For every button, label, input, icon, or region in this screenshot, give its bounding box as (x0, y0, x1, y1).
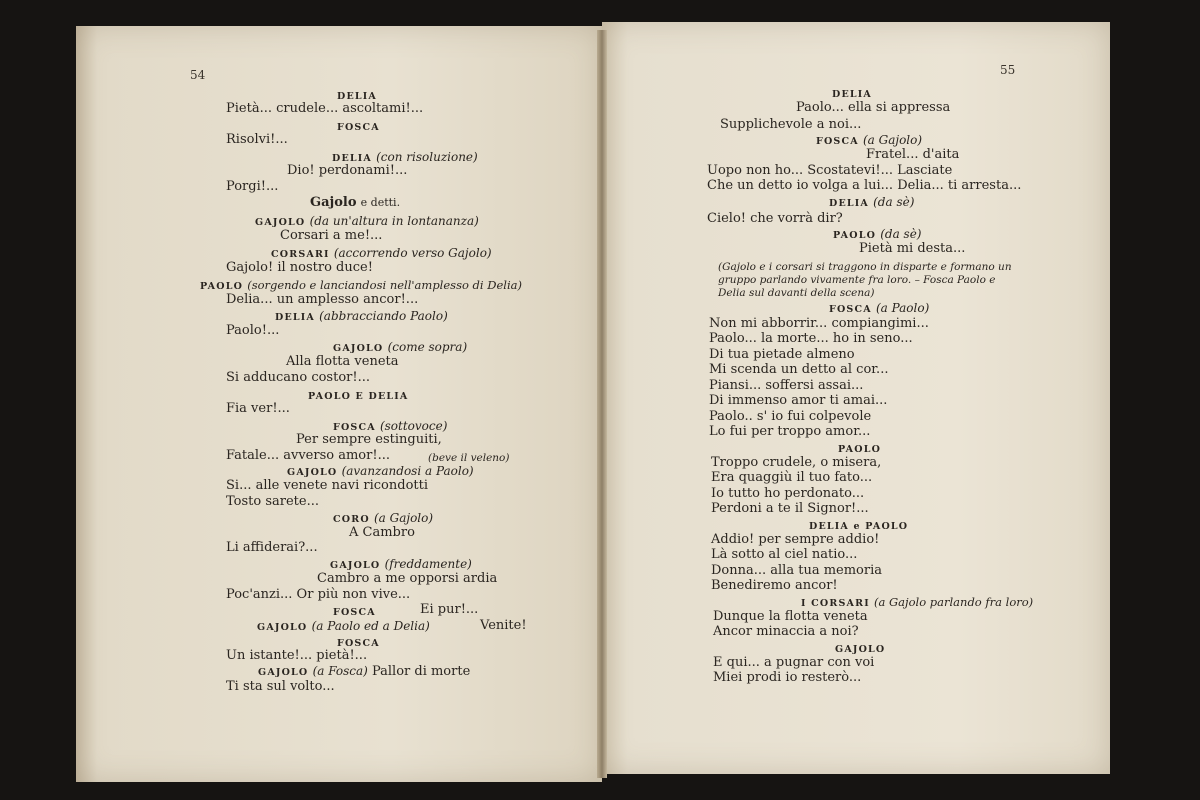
speaker-line: FOSCA (337, 638, 380, 649)
verse-line: Troppo crudele, o misera, (711, 455, 882, 470)
verse-line: Io tutto ho perdonato... (711, 486, 865, 501)
verse-line: Di tua pietade almeno (709, 347, 855, 362)
speaker-line: GAJOLO (a Fosca) Pallor di morte (258, 664, 471, 679)
verse-line: Paolo.. s' io fui colpevole (709, 409, 872, 424)
verse-line: Venite! (480, 618, 527, 633)
speaker-line: GAJOLO (come sopra) (333, 340, 468, 354)
verse-line: Paolo... la morte... ho in seno... (709, 331, 913, 346)
speaker-line: FOSCA (333, 607, 376, 618)
book-spine (597, 30, 607, 778)
verse-line: Paolo!... (226, 323, 280, 338)
verse-line: Cambro a me opporsi ardia (317, 571, 498, 586)
stage-direction: (Gajolo e i corsari si traggono in disparte e formano un (718, 261, 1012, 273)
verse-line: Là sotto al ciel natio... (711, 547, 858, 562)
verse-line: Delia... un amplesso ancor!... (226, 292, 419, 307)
verse-line: Risolvi!... (226, 132, 288, 147)
verse-line: Miei prodi io resterò... (713, 670, 862, 685)
verse-line: Fia ver!... (226, 401, 290, 416)
verse-line: Supplichevole a noi... (720, 117, 862, 132)
speaker-line: DELIA (337, 91, 377, 102)
verse-line: Di immenso amor ti amai... (709, 393, 888, 408)
speaker-line: DELIA (con risoluzione) (332, 150, 478, 164)
verse-line: Si... alle venete navi ricondotti (226, 478, 429, 493)
verse-line: Mi scenda un detto al cor... (709, 362, 889, 377)
page-number-left: 54 (190, 68, 206, 82)
verse-line: Dio! perdonami!... (287, 163, 408, 178)
speaker-line: FOSCA (a Paolo) (829, 301, 930, 315)
scene-heading: Gajolo e detti. (310, 195, 401, 210)
speaker-line: GAJOLO (a Paolo ed a Delia) (257, 619, 430, 633)
speaker-line: CORSARI (accorrendo verso Gajolo) (271, 246, 492, 260)
speaker-line: FOSCA (sottovoce) (333, 419, 448, 433)
verse-line: Ti sta sul volto... (226, 679, 335, 694)
verse-line: Li affiderai?... (226, 540, 318, 555)
verse-line: Non mi abborrir... compiangimi... (709, 316, 929, 331)
speaker-line: GAJOLO (avanzandosi a Paolo) (287, 464, 474, 478)
verse-line: Che un detto io volga a lui... Delia... ti arresta... (707, 178, 1022, 193)
speaker-line: DELIA (abbracciando Paolo) (275, 309, 448, 323)
verse-line: Lo fui per troppo amor... (709, 424, 871, 439)
verse-line: A Cambro (349, 525, 415, 540)
verse-line: Fatale... avverso amor!... (226, 448, 390, 463)
speaker-line: DELIA (da sè) (829, 195, 915, 209)
verse-line: Corsari a me!... (280, 228, 383, 243)
verse-line: Fratel... d'aita (866, 147, 960, 162)
speaker-line: GAJOLO (da un'altura in lontananza) (255, 214, 479, 228)
page-number-right: 55 (1000, 63, 1016, 77)
verse-line: Piansi... soffersi assai... (709, 378, 864, 393)
speaker-line: FOSCA (337, 122, 380, 133)
verse-line: Un istante!... pietà!... (226, 648, 368, 663)
speaker-line: DELIA e PAOLO (809, 521, 909, 532)
speaker-line: DELIA (832, 89, 872, 100)
verse-line: Porgi!... (226, 179, 279, 194)
verse-line: Ei pur!... (420, 602, 479, 617)
speaker-line: PAOLO (sorgendo e lanciandosi nell'amplesso di Delia) (200, 278, 522, 292)
verse-line: Paolo... ella si appressa (796, 100, 951, 115)
stage-direction: gruppo parlando vivamente fra loro. – Fosca Paolo e (718, 274, 996, 286)
speaker-line: PAOLO (da sè) (833, 227, 922, 241)
stage-direction: Delia sul davanti della scena) (718, 287, 875, 299)
verse-line: Uopo non ho... Scostatevi!... Lasciate (707, 163, 953, 178)
speaker-line: GAJOLO (freddamente) (330, 557, 472, 571)
verse-line: Perdoni a te il Signor!... (711, 501, 869, 516)
verse-line: Dunque la flotta veneta (713, 609, 868, 624)
verse-line: E qui... a pugnar con voi (713, 655, 875, 670)
verse-line: Pietà... crudele... ascoltami!... (226, 101, 424, 116)
speaker-line: CORO (a Gajolo) (333, 511, 434, 525)
verse-line: Pietà mi desta... (859, 241, 966, 256)
verse-line: Ancor minaccia a noi? (713, 624, 859, 639)
verse-line: Tosto sarete... (226, 494, 319, 509)
verse-line: Benediremo ancor! (711, 578, 838, 593)
verse-line: Per sempre estinguiti, (296, 432, 442, 447)
verse-line: Era quaggiù il tuo fato... (711, 470, 873, 485)
speaker-line: PAOLO (838, 444, 882, 455)
verse-line: Donna... alla tua memoria (711, 563, 882, 578)
verse-line: Poc'anzi... Or più non vive... (226, 587, 411, 602)
speaker-line: PAOLO E DELIA (308, 391, 409, 402)
stage-direction: (beve il veleno) (428, 452, 510, 464)
speaker-line: FOSCA (a Gajolo) (816, 133, 923, 147)
verse-line: Gajolo! il nostro duce! (226, 260, 373, 275)
verse-line: Cielo! che vorrà dir? (707, 211, 843, 226)
verse-line: Si adducano costor!... (226, 370, 370, 385)
verse-line: Addio! per sempre addio! (711, 532, 880, 547)
speaker-line: GAJOLO (835, 644, 886, 655)
speaker-line: I CORSARI (a Gajolo parlando fra loro) (801, 595, 1034, 609)
verse-line: Alla flotta veneta (286, 354, 399, 369)
